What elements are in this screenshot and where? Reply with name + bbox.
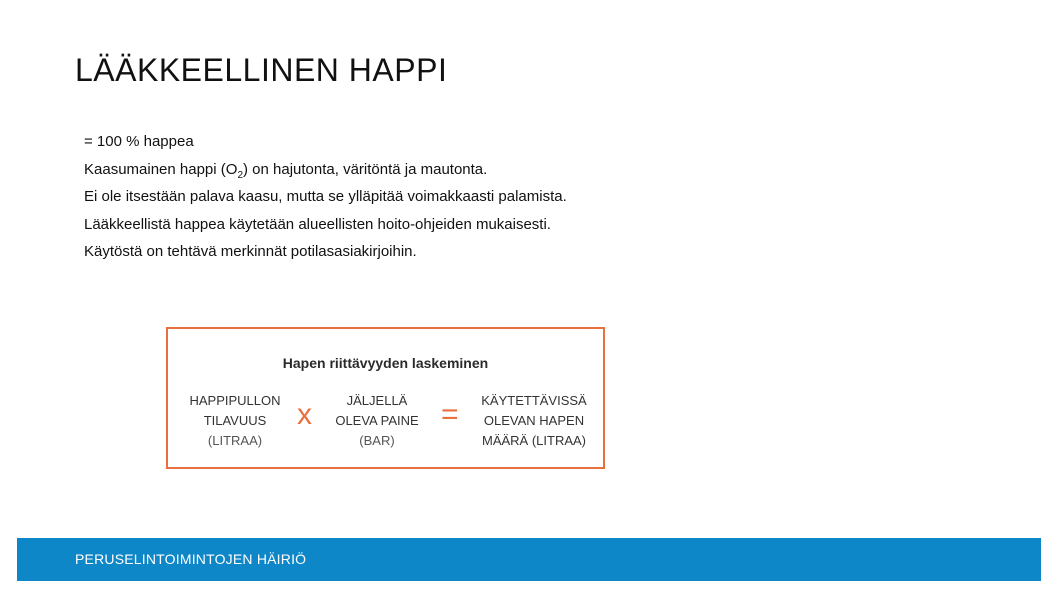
term-line: OLEVAN HAPEN: [483, 413, 585, 428]
term-unit: (BAR): [359, 433, 395, 448]
bullet-text: Kaasumainen happi (O: [84, 160, 238, 178]
bullet-text: Lääkkeellistä happea käytetään alueellisten hoito-ohjeiden mukaisesti.: [84, 215, 551, 233]
term-line: MÄÄRÄ (LITRAA): [481, 433, 586, 448]
footer-bar: [17, 538, 1041, 581]
equals-operator: =: [441, 398, 459, 431]
term-line: KÄYTETTÄVISSÄ: [481, 393, 587, 408]
oxygen-formula-box: [166, 327, 605, 469]
bullet-text: ) on hajutonta, väritöntä ja mautonta.: [243, 160, 488, 178]
multiply-operator: x: [297, 398, 312, 431]
formula-title: Hapen riittävyyden laskeminen: [282, 355, 489, 371]
bullet-item: [84, 128, 567, 156]
bullet-item: [84, 156, 567, 184]
term-unit: (LITRAA): [207, 433, 263, 448]
bullet-item: [84, 238, 567, 266]
formula-term-available-oxygen: [466, 391, 602, 451]
footer-text: PERUSELINTOIMINTOJEN HÄIRIÖ: [75, 551, 307, 567]
bullet-text: Käytöstä on tehtävä merkinnät potilasasiakirjoihin.: [84, 243, 417, 260]
bullet-list: [84, 128, 567, 266]
bullet-text: Ei ole itsestään palava kaasu, mutta se ylläpitää voimakkaasti palamista.: [84, 188, 567, 205]
subscript-2: 2: [237, 169, 243, 181]
slide-title: LÄÄKKEELLINEN HAPPI: [75, 52, 448, 88]
formula-term-cylinder-volume: [176, 391, 294, 451]
bullet-text: = 100 % happea: [84, 133, 194, 150]
term-line: OLEVA PAINE: [335, 413, 419, 428]
bullet-item: [84, 183, 567, 211]
bullet-item: [84, 211, 567, 239]
term-line: JÄLJELLÄ: [346, 393, 408, 408]
term-line: TILAVUUS: [203, 413, 267, 428]
term-line: HAPPIPULLON: [189, 393, 281, 408]
formula-term-remaining-pressure: [322, 391, 432, 451]
